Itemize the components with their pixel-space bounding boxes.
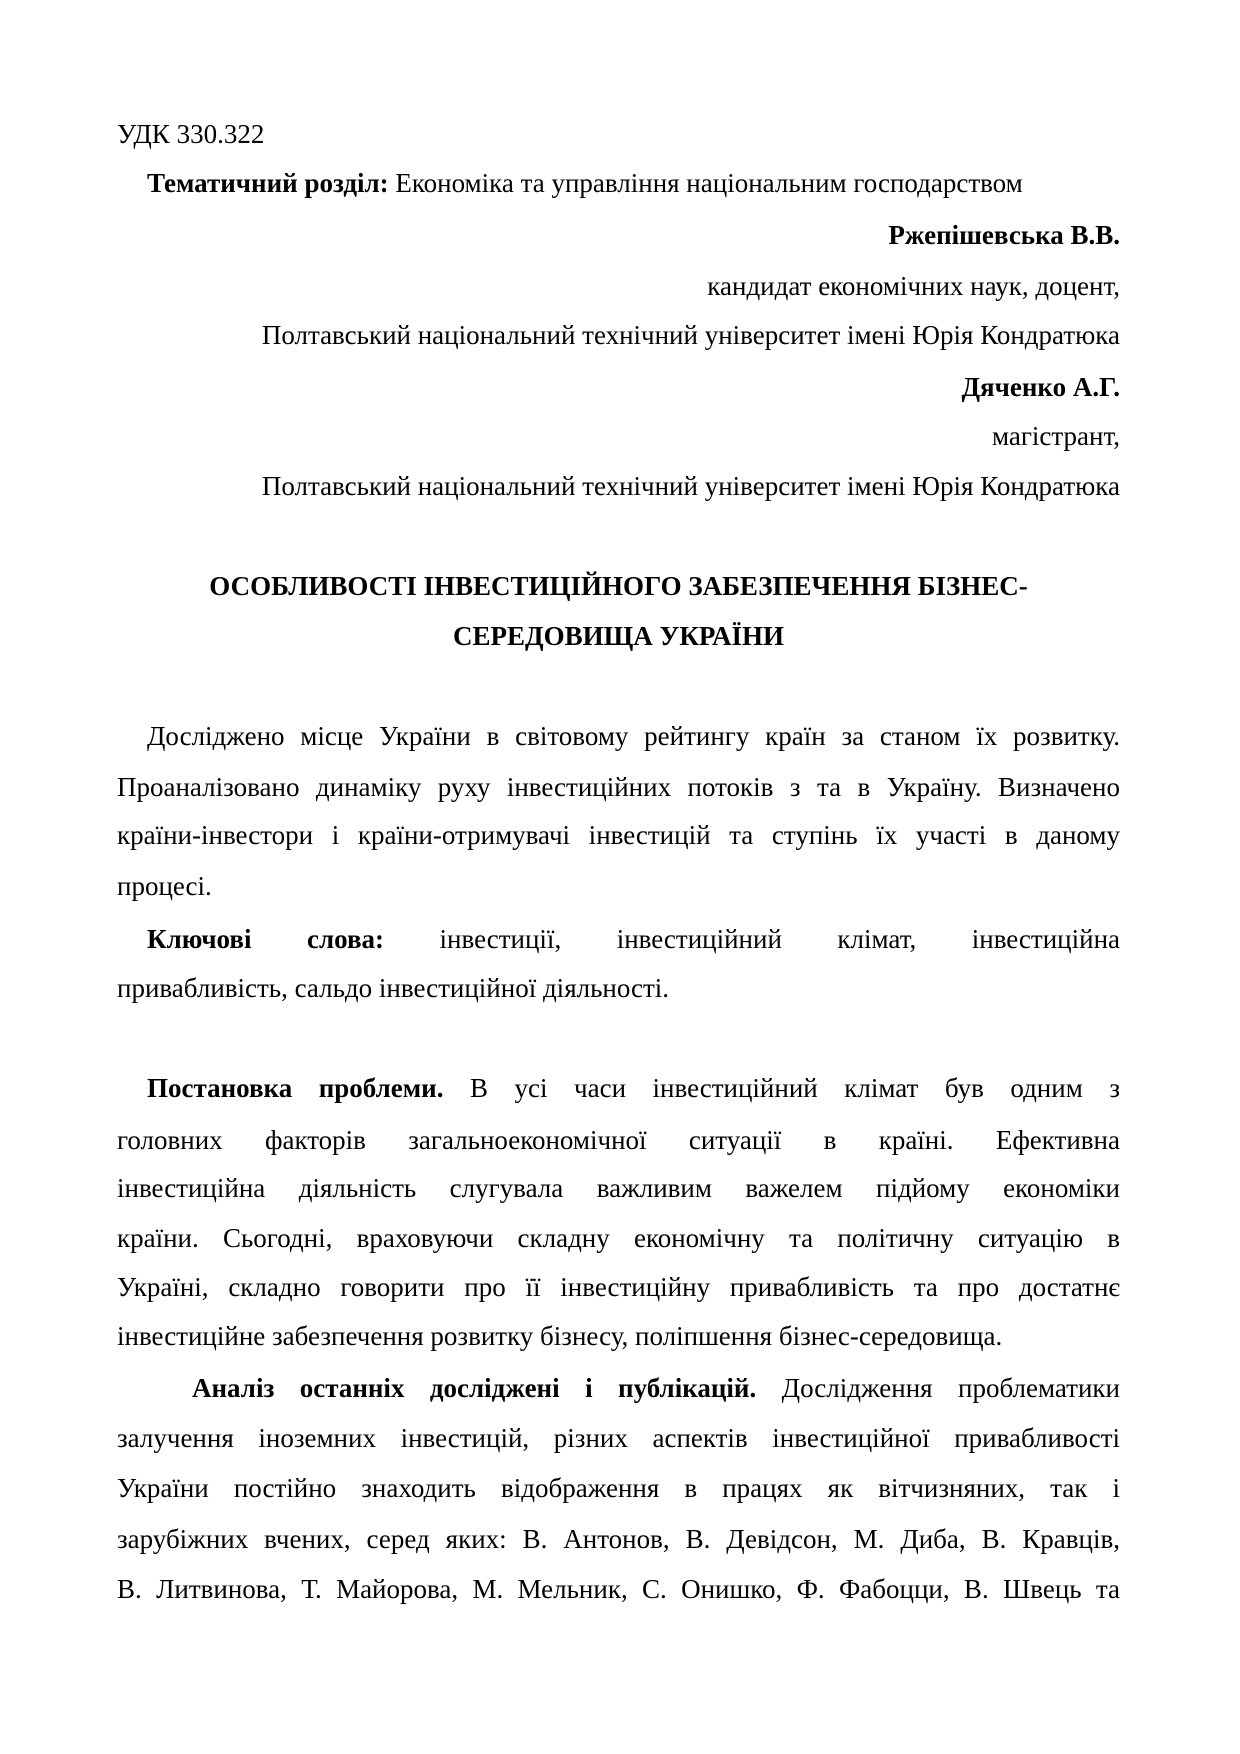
text: УДК 330.322 — [117, 119, 265, 149]
bold-text: СЕРЕДОВИЩА УКРАЇНИ — [453, 621, 784, 651]
text: зарубіжних вчених, серед яких: В. Антонов, В. Девідсон, М. Диба, В. Кравців, — [117, 1524, 1120, 1554]
bold-text: Аналіз останніх досліджені і публікацій. — [192, 1373, 757, 1403]
body-line — [117, 1368, 1120, 1408]
section-line — [117, 163, 1120, 203]
author-affiliation-line — [117, 315, 1120, 355]
bold-text: Постановка проблеми. — [147, 1073, 444, 1103]
title-line — [117, 566, 1120, 606]
abstract-line — [117, 767, 1120, 807]
body-line — [117, 1267, 1120, 1307]
abstract-line — [117, 716, 1120, 756]
text: країни. Сьогодні, враховуючи складну економічну та політичну ситуацію в — [117, 1223, 1120, 1253]
body-line — [117, 1218, 1120, 1258]
author-name-line — [117, 367, 1120, 407]
text: країни-інвестори і країни-отримувачі інвестицій та ступінь їх участі в даному — [117, 820, 1120, 850]
udc-line — [117, 114, 1120, 154]
author-degree-line — [117, 416, 1120, 456]
body-line — [117, 1068, 1120, 1108]
body-line — [117, 1569, 1120, 1609]
author-affiliation-line — [117, 466, 1120, 506]
keywords-line — [117, 968, 1120, 1008]
abstract-line — [117, 815, 1120, 855]
text: залучення іноземних інвестицій, різних аспектів інвестиційної привабливості — [117, 1423, 1120, 1453]
title-line — [117, 616, 1120, 656]
text: інвестиційна діяльність слугувала важливим важелем підйому економіки — [117, 1173, 1120, 1203]
text: Україні, складно говорити про її інвестиційну привабливість та про достатнє — [117, 1272, 1120, 1302]
text: В усі часи інвестиційний клімат був одним з — [443, 1073, 1120, 1103]
keywords-line — [117, 919, 1120, 959]
bold-text: Дяченко А.Г. — [961, 372, 1120, 402]
text: Досліджено місце України в світовому рейтингу країн за станом їх розвитку. — [147, 721, 1120, 751]
abstract-line — [117, 866, 1120, 906]
body-line — [117, 1418, 1120, 1458]
body-line — [117, 1519, 1120, 1559]
body-line — [117, 1168, 1120, 1208]
bold-text: Ключові слова: — [147, 924, 385, 954]
text: процесі. — [117, 871, 212, 901]
text: Полтавський національний технічний університет імені Юрія Кондратюка — [261, 320, 1120, 350]
author-name-line — [117, 215, 1120, 255]
text: кандидат економічних наук, доцент, — [707, 271, 1120, 301]
text: Дослідження проблематики — [756, 1373, 1120, 1403]
text: привабливість, сальдо інвестиційної діяльності. — [117, 973, 670, 1003]
bold-text: Ржепішевська В.В. — [888, 220, 1120, 250]
text: України постійно знаходить відображення в працях як вітчизняних, так і — [117, 1473, 1120, 1503]
text: Економіка та управління національним господарством — [388, 168, 1023, 198]
text: Полтавський національний технічний університет імені Юрія Кондратюка — [261, 471, 1120, 501]
body-line — [117, 1316, 1120, 1356]
text: інвестиційне забезпечення розвитку бізнесу, поліпшення бізнес-середовища. — [117, 1321, 1003, 1351]
text: В. Литвинова, Т. Майорова, М. Мельник, С. Онишко, Ф. Фабоцци, В. Швець та — [117, 1574, 1120, 1604]
body-line — [117, 1468, 1120, 1508]
text: магістрант, — [991, 421, 1120, 451]
body-line — [117, 1120, 1120, 1160]
bold-text: Тематичний розділ: — [147, 168, 389, 198]
bold-text: ОСОБЛИВОСТІ ІНВЕСТИЦІЙНОГО ЗАБЕЗПЕЧЕННЯ БІЗНЕС- — [209, 571, 1028, 601]
author-degree-line — [117, 266, 1120, 306]
text: Проаналізовано динаміку руху інвестиційних потоків з та в Україну. Визначено — [117, 772, 1120, 802]
text: головних факторів загальноекономічної ситуації в країні. Ефективна — [117, 1125, 1120, 1155]
text: інвестиції, інвестиційний клімат, інвестиційна — [384, 924, 1121, 954]
